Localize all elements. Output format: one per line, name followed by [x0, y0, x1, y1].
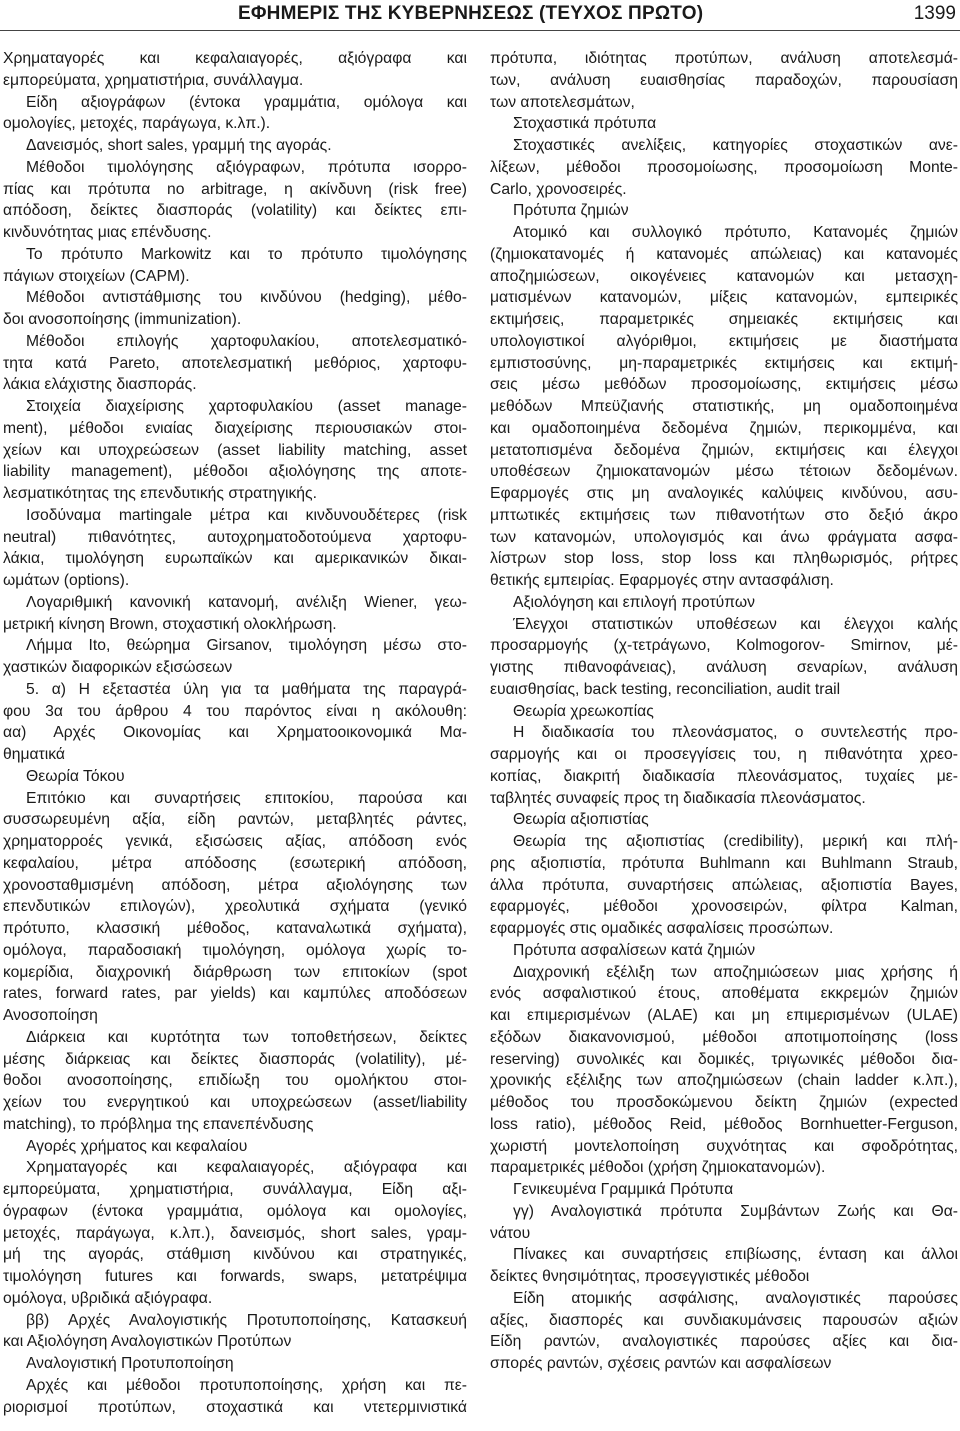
right-column-line: υπολογιστικοί αλγόριθμοι, εκτιμήσεις με διαστήματα	[490, 332, 958, 350]
page-header	[0, 0, 960, 34]
right-column-line: Αξιολόγηση και επιλογή προτύπων	[513, 593, 755, 611]
right-column-line: εφαρμογές στις ομαδικές ασφαλίσεις προσώπων.	[490, 920, 834, 937]
left-column-line: πάγιων στοιχείων (CAPM).	[3, 267, 190, 285]
left-column-line: ομόλογα, υβριδικά αξιόγραφα.	[3, 1289, 213, 1307]
right-column-line: Διαχρονική εξέλιξη των αποζημιώσεων μιας χρήσης ή	[513, 963, 958, 981]
left-column-line: τιμολόγηση futures και forwards, swaps, μετατρέψιμα	[3, 1268, 467, 1285]
right-column-line: των αποτελεσμάτων,	[490, 93, 635, 111]
left-column-line: ομολογίες, μετοχές, παράγωγα, κ.λπ.).	[3, 115, 271, 133]
right-column-line: Πρότυπα ζημιών	[513, 202, 629, 220]
right-column-line: ευαισθησίας, back testing, reconciliation, audit trail	[490, 680, 841, 698]
right-column-line: ρης αξιοπιστία, πρότυπα Buhlmann και Buhlmann Straub,	[490, 854, 958, 872]
right-column-line: μέθοδος του προσδοκώμενου δείκτη ζημιών (expected	[490, 1094, 958, 1111]
left-column-line: φου 3α του άρθρου 4 του παρόντος είναι η ακόλουθη:	[3, 702, 467, 720]
left-column-line: λεσματικότητας της επενδυτικής στρατηγικής.	[3, 485, 317, 502]
right-column-line: θετικής εμπειρίας. Εφαρμογές στην αντασφάλιση.	[490, 572, 834, 589]
left-column-line: μέσης διάρκειας και δείκτες διασποράς (volatility), μέ-	[3, 1050, 467, 1068]
left-column-line: μετοχές, παράγωγα, κ.λπ.), δανεισμός, short sales, γραμ-	[3, 1224, 467, 1242]
left-column-line: Αρχές και μέθοδοι προτυποποίησης, χρήση και πε-	[26, 1376, 467, 1394]
right-column-line: Θεωρία χρεωκοπίας	[513, 702, 654, 720]
left-column-line: εμπορεύματα, χρηματιστήρια, συνάλλαγμα.	[3, 71, 304, 89]
right-column-line: Η διαδικασία του πλεονάσματος, ο συντελεστής προ-	[513, 724, 958, 742]
right-column	[490, 48, 958, 1375]
right-column-line: ματισμένων κατανομών, μίξεις κατανομών, εμπειρικές	[490, 289, 958, 307]
left-column-line: ριορισμοί προτύπων, στοχαστικά και ντετερμινιστικά	[3, 1398, 467, 1416]
right-column-line: Ατομικό και συλλογικό πρότυπο, Κατανομές ζημιών	[513, 224, 958, 241]
right-column-line: άλλα πρότυπα, συναρτήσεις απώλειας, αξιοπιστία Bayes,	[490, 876, 958, 894]
left-column-line: Μέθοδοι επιλογής χαρτοφυλακίου, αποτελεσματικό-	[26, 332, 467, 350]
left-column-line: μετρική κίνηση Brown, στοχαστική ολοκλήρωση.	[3, 615, 337, 633]
right-column-line: loss ratio), μέθοδος Reid, μέθοδος Bornhuetter-Ferguson,	[490, 1115, 958, 1133]
left-column-line: αα) Αρχές Οικονομίας και Χρηματοοικονομικά Μα-	[3, 724, 467, 742]
left-column-line: ωμάτων (options).	[3, 572, 130, 589]
right-column-line: λίξεων, μέθοδοι προσομοίωσης, προσομοίωση Monte-	[490, 158, 958, 176]
right-column-line: Στοχαστικές ανελίξεις, κατηγορίες στοχαστικών ανε-	[513, 137, 958, 154]
right-column-line: αποζημιώσεων, οικογένειες κατανομών και μετασχη-	[490, 267, 958, 285]
right-column-line: ταβλητές συναφείς προς τη διαδικασία πλεονάσματος.	[490, 789, 866, 807]
right-column-line: κοπίας, διακριτή διαδικασία πλεονάσματος, τυχαίες με-	[490, 767, 958, 785]
left-column-line: rates, forward rates, par yields) και καμπύλες αποδόσεων	[3, 985, 467, 1003]
right-column-line: Στοχαστικά πρότυπα	[513, 115, 657, 133]
left-column-line: Είδη αξιογράφων (έντοκα γραμμάτια, ομόλογα και	[26, 93, 467, 111]
left-column-line: όγραφων (έντοκα γραμμάτια, ομόλογα και ομολογίες,	[3, 1202, 467, 1220]
right-column-line: εξόδων διακανονισμού, μέθοδοι αποτιμοποίησης (loss	[490, 1028, 958, 1046]
left-column-line: Διάρκεια και κυρτότητα των τοποθετήσεων, δείκτες	[26, 1028, 467, 1046]
right-column-line: σπορές ραντών, σχέσεις ραντών και ασφαλίσεων	[490, 1355, 832, 1372]
right-column-line: και ομαδοποιημένα δεδομένα ζημιών, περικομμένα, και	[490, 419, 958, 437]
left-column-line: λάκια ελάχιστης διασποράς.	[3, 376, 197, 394]
right-column-line: εμπιστοσύνης, μη-παραμετρικές εκτιμήσεις και εκτιμή-	[490, 354, 958, 372]
right-column-line: (ζημιοκατανομές ή κατανομές απώλειας) και κατανομές	[490, 245, 958, 263]
left-column-line: Ισοδύναμα martingale μέτρα και κινδυνουδέτερες (risk	[26, 506, 467, 524]
left-column-line: χρηματορροές γενικά, εξισώσεις αξίας, απόδοση ενός	[3, 833, 467, 850]
left-column-line: απόδοση, δείκτες διασποράς (volatility) και δείκτες επι-	[3, 202, 467, 220]
left-column-line: επενδυτικών επιλογών), χρεολυτικά σχήματα (γενικό	[3, 898, 467, 916]
left-column-line: θοδοι ανοσοποίησης, επιδίωξη του ομολήκτου στοι-	[3, 1072, 467, 1090]
right-column-line: Θεωρία της αξιοπιστίας (credibility), μερική και πλή-	[513, 833, 958, 850]
page-number: 1399	[913, 3, 956, 24]
right-column-line: αξίες, διασπορές και συνδιακυμάνσεις παρουσών αξιών	[490, 1311, 958, 1329]
right-column-line: μεθόδων Μπεϋζιανής στατιστικής, μη ομαδοποιημένα	[490, 398, 958, 415]
left-column-line: χείων του ενεργητικού και υποχρεώσεων (asset/liability	[3, 1094, 467, 1111]
left-column-line: χαστικών διαφορικών εξισώσεων	[3, 659, 233, 676]
left-column-line: ομόλογα, παραδοσιακή τιμολόγηση, ομόλογα χωρίς το-	[3, 941, 467, 959]
left-column-line: χείων και υποχρεώσεων (asset liability matching, asset	[3, 441, 467, 459]
left-column-line: ment), μέθοδοι ενιαίας διαχείρισης περιουσιακών στοι-	[3, 419, 467, 437]
right-column-line: Έλεγχοι στατιστικών υποθέσεων και έλεγχοι καλής	[513, 615, 958, 633]
right-column-line: Είδη ατομικής ασφάλισης, αναλογιστικές παρούσες	[513, 1289, 958, 1307]
right-column-line: δείκτες θνησιμότητας, προσεγγιστικές μέθοδοι	[490, 1268, 810, 1285]
right-column-line: των, ανάλυση ευαισθησίας παραδοχών, παρουσίαση	[490, 71, 958, 89]
gazette-title: ΕΦΗΜΕΡΙΣ ΤΗΣ ΚΥΒΕΡΝΗΣΕΩΣ (ΤΕΥΧΟΣ ΠΡΩΤΟ)	[238, 3, 704, 24]
left-column-line: εμπορεύματα, χρηματιστήρια, συνάλλαγμα, Είδη αξι-	[3, 1181, 467, 1198]
left-column-line: χρονοσταθμισμένη απόδοση, μέτρα αξιολόγησης των	[3, 876, 467, 894]
right-column-line: Εφαρμογές στις μη αναλογικές καλύψεις κινδύνου, ασυ-	[490, 485, 958, 502]
left-column-line: liability management), μέθοδοι αξιολόγησης της αποτε-	[3, 463, 467, 481]
right-column-line: μπτωτικές εκτιμήσεις των πιθανοτήτων στο δεξιό άκρο	[490, 506, 958, 524]
header-divider	[0, 30, 960, 31]
left-column-line: ββ) Αρχές Αναλογιστικής Προτυποποίησης, Κατασκευή	[26, 1311, 467, 1329]
left-column-line: Στοιχεία διαχείρισης χαρτοφυλακίου (asset manage-	[26, 398, 467, 415]
left-column-line: τητα κατά Pareto, αποτελεσματική μεθόριος, χαρτοφυ-	[3, 354, 467, 372]
left-column-line: κινδυνότητας μιας επένδυσης.	[3, 224, 212, 241]
left-column-line: Λογαριθμική κανονική κατανομή, ανέλιξη Wiener, γεω-	[26, 593, 467, 611]
right-column-line: σαρμογής και οι προσεγγίσεις του, η πιθανότητα χρεο-	[490, 746, 958, 763]
right-column-line: σεις μέσω μεθόδων προσομοίωσης, εκτιμήσεις μέσω	[490, 376, 958, 394]
right-column-line: Carlo, χρονοσειρές.	[490, 180, 627, 198]
right-column-line: υποθέσεων ζημιοκατανομών μέσω τέτοιων δεδομένων.	[490, 463, 958, 481]
left-column-line: 5. α) Η εξεταστέα ύλη για τα μαθήματα της παραγρά-	[26, 680, 467, 698]
left-column-line: Το πρότυπο Markowitz και το πρότυπο τιμολόγησης	[26, 245, 467, 263]
left-column-line: Λήμμα Ito, θεώρημα Girsanov, τιμολόγηση μέσω στο-	[26, 637, 467, 655]
right-column-line: Πίνακες και συναρτήσεις επιβίωσης, ένταση και άλλοι	[513, 1246, 958, 1264]
right-column-line: πρότυπα, ιδιότητας προτύπων, ανάλυση αποτελεσμά-	[490, 50, 958, 67]
right-column-line: χωριστή μοντελοποίηση συχνότητας και σφοδρότητας,	[490, 1137, 958, 1155]
left-column-line: Χρηματαγορές και κεφαλαιαγορές, αξιόγραφα και	[26, 1159, 467, 1177]
right-column-line: των κατανομών, υπολογισμός και άνω φράγματα ασφα-	[490, 528, 958, 546]
right-column-line: χρονικής εξέλιξης των αποζημιώσεων (chain ladder κ.λπ.),	[490, 1072, 958, 1090]
left-column-line: Ανοσοποίηση	[3, 1007, 98, 1024]
right-column-line: γγ) Αναλογιστικά πρότυπα Συμβάντων Ζωής και Θα-	[513, 1202, 958, 1220]
right-column-line: Πρότυπα ασφαλίσεων κατά ζημιών	[513, 941, 756, 959]
right-column-line: Γενικευμένα Γραμμικά Πρότυπα	[513, 1181, 734, 1198]
left-column-line: θηματικά	[3, 746, 65, 763]
left-column-line: Χρηματαγορές και κεφαλαιαγορές, αξιόγραφα και	[3, 50, 467, 67]
left-column-line: λάκια, τιμολόγηση ευρωπαϊκών και αμερικανικών δικαι-	[3, 550, 467, 568]
right-column-line: παραμετρικές μέθοδοι (χρήση ζημιοκατανομών).	[490, 1159, 826, 1177]
right-column-line: προσαρμογής (χ-τετράγωνο, Kolmogorov- Smirnov, μέ-	[490, 637, 958, 655]
left-column-line: και Αξιολόγηση Αναλογιστικών Προτύπων	[3, 1333, 292, 1351]
right-column-line: εκτιμήσεις, παραμετρικές σημειακές εκτιμήσεις και	[490, 311, 958, 328]
left-column-line: matching), το πρόβλημα της επανεπένδυσης	[3, 1115, 314, 1133]
left-column-line: κεφαλαίου, μέτρα απόδοσης (εσωτερική απόδοση,	[3, 854, 467, 872]
left-column-line: Μέθοδοι τιμολόγησης αξιόγραφων, πρότυπα ισορρο-	[26, 158, 467, 176]
left-column-line: πρότυπο, κλασσική μέθοδος, καταναλωτικά σχήματα),	[3, 920, 467, 937]
left-column	[3, 48, 467, 1418]
left-column-line: Θεωρία Τόκου	[26, 767, 125, 785]
right-column-line: εφαρμογές, μέθοδοι χρονοσειρών, φίλτρα Kalman,	[490, 898, 958, 916]
left-column-line: Αγορές χρήματος και κεφαλαίου	[26, 1137, 248, 1155]
right-column-line: ενός ασφαλιστικού έτους, αποθέματα εκκρεμών ζημιών	[490, 985, 958, 1003]
left-column-line: Αναλογιστική Προτυποποίηση	[26, 1355, 234, 1372]
right-column-line: Θεωρία αξιοπιστίας	[513, 811, 649, 829]
left-column-line: μή της αγοράς, στάθμιση κινδύνου και στρατηγικές,	[3, 1246, 467, 1264]
left-column-line: Δανεισμός, short sales, γραμμή της αγοράς.	[26, 137, 332, 154]
left-column-line: δοι ανοσοποίησης (immunization).	[3, 311, 242, 328]
left-column-line: Μέθοδοι αντιστάθμισης του κινδύνου (hedging), μέθο-	[26, 289, 467, 307]
left-column-line: συσσωρευμένη αξία, είδη ραντών, μεταβλητές ράντες,	[3, 811, 467, 829]
right-column-line: νάτου	[490, 1224, 531, 1242]
right-column-line: μετατοπισμένα δεδομένα ζημιών, εκτιμήσεις και έλεγχοι	[490, 441, 958, 459]
right-column-line: και επιμερισμένων (ALAE) και μη επιμερισμένων (ULAE)	[490, 1007, 958, 1024]
right-column-line: reserving) συνολικές και δομικές, τριγωνικές μέθοδοι δια-	[490, 1050, 958, 1068]
left-column-line: πίας και πρότυπα no arbitrage, η ακίνδυνη (risk free)	[3, 180, 467, 198]
left-column-line: κομερίδια, διαχρονική διάρθρωση των επιτοκίων (spot	[3, 963, 467, 981]
right-column-line: γιστης πιθανοφάνειας), ανάλυση σεναρίων, ανάλυση	[490, 659, 958, 676]
left-column-line: Επιτόκιο και συναρτήσεις επιτοκίου, παρούσα και	[26, 789, 467, 807]
right-column-line: λίστρων stop loss, stop loss και πληθωρισμός, ρήτρες	[490, 550, 958, 568]
right-column-line: Είδη ραντών, αναλογιστικές παρούσες αξίες και δια-	[490, 1333, 958, 1351]
left-column-line: neutral) πιθανότητες, αυτοχρηματοδοτούμενα χαρτοφυ-	[3, 528, 467, 546]
